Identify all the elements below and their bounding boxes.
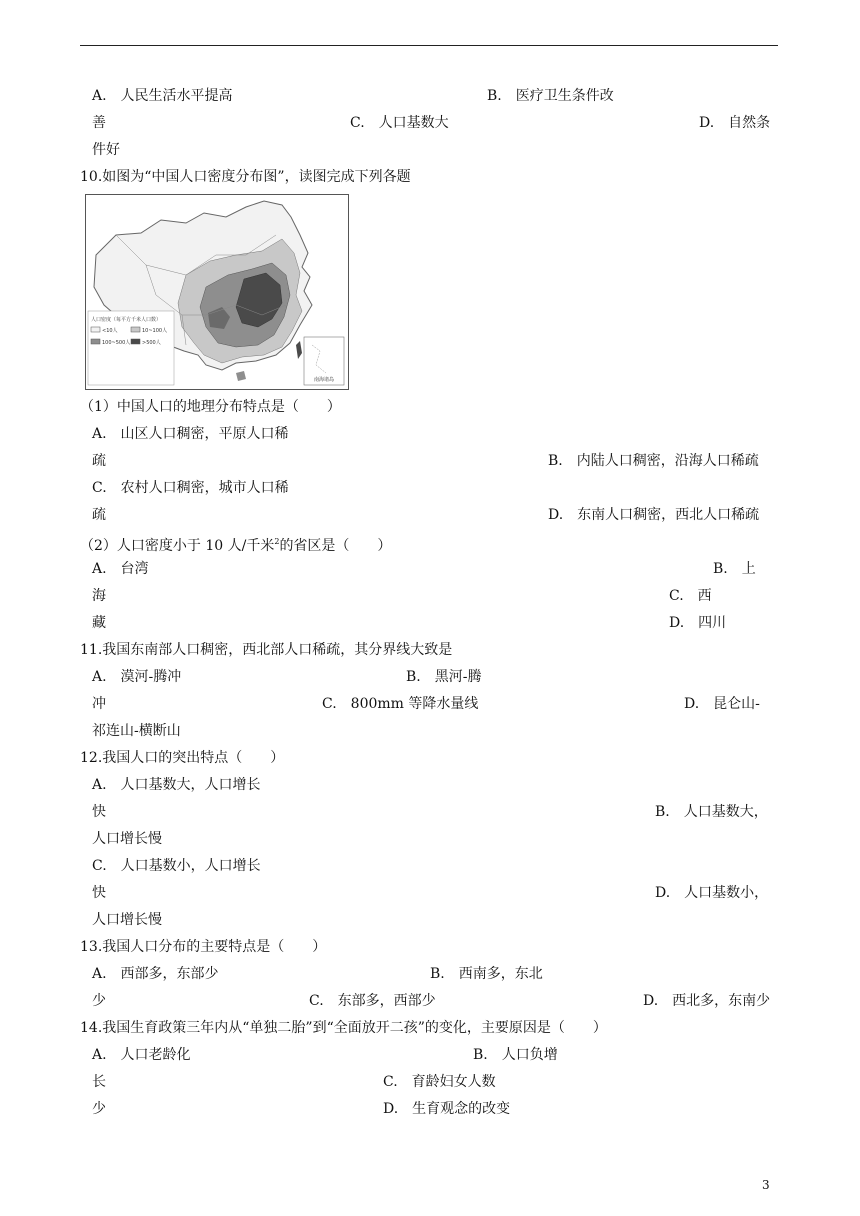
q12-option-c: C. 人口基数小，人口增长 [92, 858, 261, 874]
q11-option-b-wrap: 冲 [92, 696, 106, 712]
taiwan-shape [296, 341, 302, 359]
q9-option-a: A. 人民生活水平提高 [92, 88, 233, 104]
q10-sub2-stem: （2）人口密度小于 10 人/千米$^2$的省区是（ ） [80, 537, 392, 554]
q13-option-b: B. 西南多，东北 [430, 966, 543, 982]
page-number: 3 [762, 1178, 770, 1192]
q12-option-d: D. 人口基数小， [655, 885, 769, 901]
q14-option-d: D. 生育观念的改变 [383, 1101, 511, 1117]
q10-sub2-option-b-wrap: 海 [92, 588, 106, 604]
q14-stem: 14.我国生育政策三年内从“单独二胎”到“全面放开二孩”的变化，主要原因是（ ） [80, 1020, 607, 1036]
q12-option-a: A. 人口基数大，人口增长 [92, 777, 261, 793]
legend-item-4: >500人 [142, 340, 161, 346]
q11-option-b: B. 黑河-腾 [406, 669, 482, 685]
q12-option-d-wrap: 人口增长慢 [92, 912, 162, 928]
q9-option-b: B. 医疗卫生条件改 [487, 88, 614, 104]
q10-sub1-option-d: D. 东南人口稠密，西北人口稀疏 [548, 507, 760, 523]
q13-stem: 13.我国人口分布的主要特点是（ ） [80, 939, 327, 955]
q12-option-a-wrap: 快 [92, 804, 106, 820]
q10-sub2-option-a: A. 台湾 [92, 561, 149, 577]
q11-option-d-wrap: 祁连山-横断山 [92, 723, 181, 739]
q10-sub1-option-a: A. 山区人口稠密，平原人口稀 [92, 426, 289, 442]
q11-option-c: C. 800mm 等降水量线 [322, 696, 479, 712]
q10-stem: 10.如图为“中国人口密度分布图”，读图完成下列各题 [80, 169, 411, 185]
q14-option-a: A. 人口老龄化 [92, 1047, 191, 1063]
legend-item-1: <10人 [102, 328, 118, 334]
q14-option-b-wrap: 长 [92, 1074, 106, 1090]
hainan-shape [236, 371, 246, 381]
q12-option-b: B. 人口基数大， [655, 804, 768, 820]
q13-option-b-wrap: 少 [92, 993, 106, 1009]
q10-sub2-option-c: C. 西 [669, 588, 712, 604]
q10-sub1-option-c: C. 农村人口稠密，城市人口稀 [92, 480, 289, 496]
q9-option-b-wrap: 善 [92, 115, 106, 131]
q11-option-d: D. 昆仑山- [684, 696, 760, 712]
china-population-density-map [85, 194, 349, 390]
header-rule [80, 45, 778, 46]
q10-sub2-option-c-wrap: 藏 [92, 615, 106, 631]
q9-option-d-wrap: 件好 [92, 142, 120, 158]
q10-sub1-stem: （1）中国人口的地理分布特点是（ ） [80, 399, 341, 415]
q10-sub2-option-b: B. 上 [713, 561, 756, 577]
q10-sub2-option-d: D. 四川 [669, 615, 727, 631]
q9-option-d: D. 自然条 [699, 115, 771, 131]
q11-stem: 11.我国东南部人口稠密，西北部人口稀疏，其分界线大致是 [80, 642, 453, 658]
q10-sub1-option-a-wrap: 疏 [92, 453, 106, 469]
legend-title: 人口密度（每平方千米人口数） [91, 317, 162, 323]
legend-item-3: 100~500人 [102, 340, 131, 346]
q12-stem: 12.我国人口的突出特点（ ） [80, 750, 285, 766]
legend-item-2: 10~100人 [142, 328, 168, 334]
q14-option-c: C. 育龄妇女人数 [383, 1074, 496, 1090]
q12-option-c-wrap: 快 [92, 885, 106, 901]
q13-option-c: C. 东部多，西部少 [309, 993, 436, 1009]
q9-option-c: C. 人口基数大 [350, 115, 449, 131]
inset-label: 南海诸岛 [314, 377, 335, 383]
q13-option-d: D. 西北多，东南少 [643, 993, 771, 1009]
q11-option-a: A. 漠河-腾冲 [92, 669, 182, 685]
q14-option-c-wrap: 少 [92, 1101, 106, 1117]
q14-option-b: B. 人口负增 [473, 1047, 558, 1063]
q13-option-a: A. 西部多，东部少 [92, 966, 219, 982]
q12-option-b-wrap: 人口增长慢 [92, 831, 162, 847]
q10-sub1-option-c-wrap: 疏 [92, 507, 106, 523]
q10-sub1-option-b: B. 内陆人口稠密，沿海人口稀疏 [548, 453, 759, 469]
